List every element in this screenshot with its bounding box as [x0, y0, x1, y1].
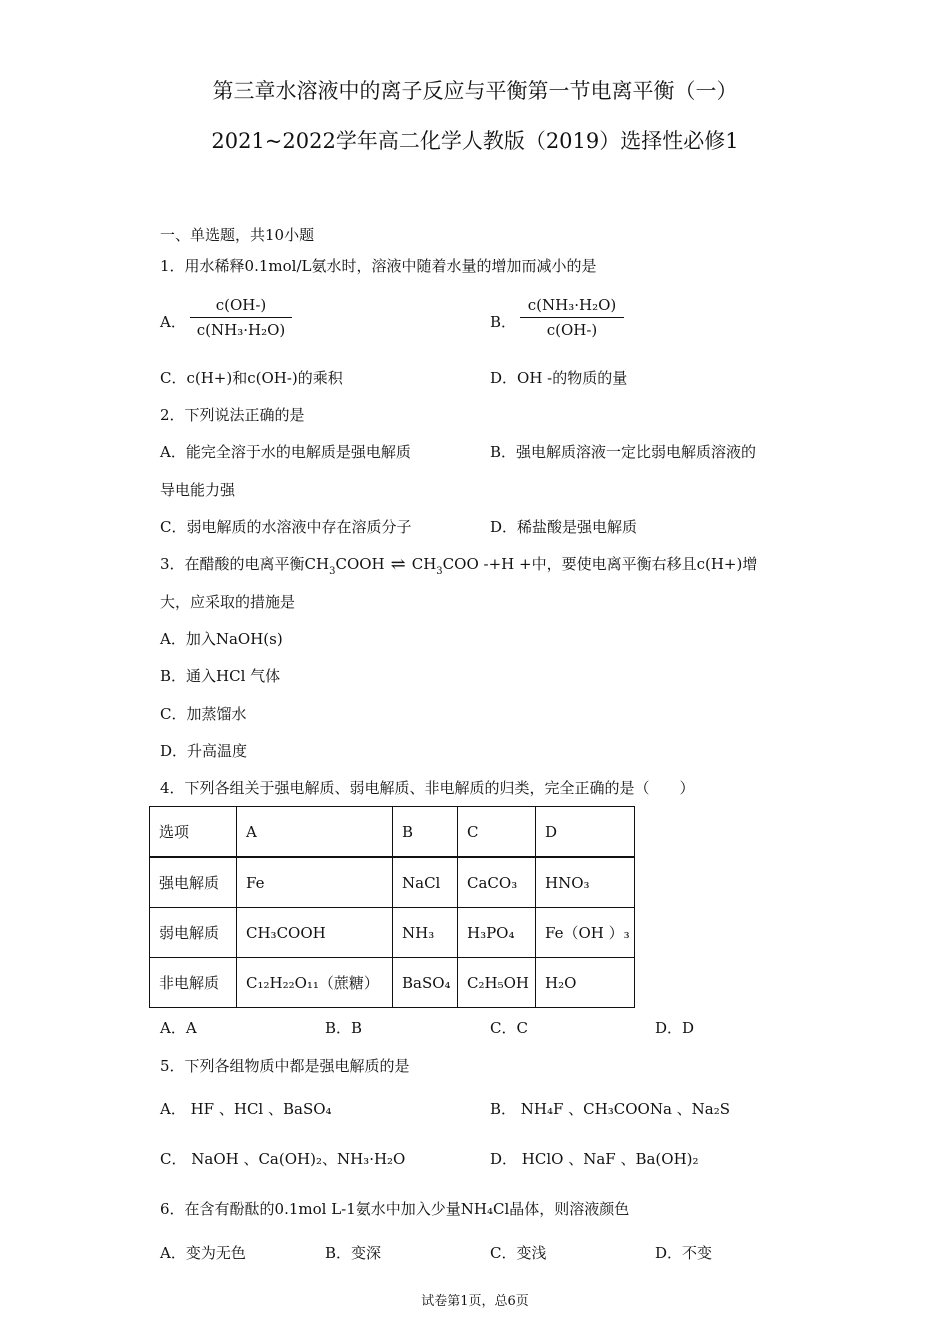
fraction-bar	[190, 317, 292, 318]
q3-option-b: B．通入HCl 气体	[160, 667, 281, 685]
table-cell: NaCl	[393, 857, 458, 908]
q6-option-d: D．不变	[655, 1244, 713, 1262]
q5-option-d: D． HClO 、NaF 、Ba(OH)₂	[490, 1150, 699, 1168]
q6-stem: 6．在含有酚酞的0.1mol L-1氨水中加入少量NH₄Cl晶体，则溶液颜色	[160, 1200, 630, 1218]
q3-stem-part1: 3．在醋酸的电离平衡CH	[160, 555, 330, 573]
table-row	[150, 958, 635, 1008]
table-cell: Fe（OH ）₃	[536, 908, 635, 958]
q2-option-b-line2: 导电能力强	[160, 481, 236, 499]
q5-option-b: B． NH₄F 、CH₃COONa 、Na₂S	[490, 1100, 731, 1118]
q1-a-numerator: c(OH-)	[215, 296, 267, 314]
title-line-2: 2021~2022学年高二化学人教版（2019）选择性必修1	[211, 129, 739, 153]
q5-stem: 5．下列各组物质中都是强电解质的是	[160, 1057, 410, 1075]
q2-stem: 2．下列说法正确的是	[160, 406, 305, 424]
q4-option-d: D．D	[655, 1019, 695, 1037]
table-cell: H₃PO₄	[458, 908, 536, 958]
fraction-bar	[520, 317, 624, 318]
table-cell: BaSO₄	[393, 958, 458, 1008]
table-cell: NH₃	[393, 908, 458, 958]
q4-option-c: C．C	[490, 1019, 528, 1037]
q2-option-b-line1: B．强电解质溶液一定比弱电解质溶液的	[490, 443, 757, 461]
q1-stem: 1．用水稀释0.1mol/L氨水时，溶液中随着水量的增加而减小的是	[160, 257, 597, 275]
q3-option-a: A．加入NaOH(s)	[160, 630, 283, 648]
table-cell: H₂O	[536, 958, 635, 1008]
table-header-cell: 选项	[150, 807, 237, 858]
table-header-cell: B	[393, 807, 458, 858]
title-line-1: 第三章水溶液中的离子反应与平衡第一节电离平衡（一）	[212, 79, 738, 103]
q1-option-d: D．OH -的物质的量	[490, 369, 628, 387]
q3-stem-part2: COOH	[335, 555, 385, 573]
q1-b-numerator: c(NH₃·H₂O)	[527, 296, 617, 314]
q3-option-c: C．加蒸馏水	[160, 705, 247, 723]
q6-option-b: B．变深	[325, 1244, 382, 1262]
table-cell: CH₃COOH	[237, 908, 393, 958]
table-cell: C₁₂H₂₂O₁₁（蔗糖）	[237, 958, 393, 1008]
q5-option-c: C． NaOH 、Ca(OH)₂、NH₃·H₂O	[160, 1150, 406, 1168]
q3-option-d: D．升高温度	[160, 742, 248, 760]
q4-option-b: B．B	[325, 1019, 363, 1037]
table-cell: CaCO₃	[458, 857, 536, 908]
section-heading: 一、单选题，共10小题	[160, 226, 315, 244]
q3-stem-line2: 大，应采取的措施是	[160, 593, 296, 611]
table-cell: 非电解质	[150, 958, 237, 1008]
q4-stem: 4．下列各组关于强电解质、弱电解质、非电解质的归类，完全正确的是（ ）	[160, 779, 695, 797]
table-cell: 强电解质	[150, 857, 237, 908]
q5-option-a: A． HF 、HCl 、BaSO₄	[160, 1100, 332, 1118]
q1-option-b-fraction	[520, 294, 624, 341]
q4-classification-table	[149, 806, 635, 1008]
table-cell: HNO₃	[536, 857, 635, 908]
table-cell: C₂H₅OH	[458, 958, 536, 1008]
table-header-row	[150, 807, 635, 858]
table-row	[150, 908, 635, 958]
table-cell: 弱电解质	[150, 908, 237, 958]
q4-option-a: A．A	[160, 1019, 197, 1037]
table-header-cell: A	[237, 807, 393, 858]
q3-stem-part4: COO -+H +中，要使电离平衡右移且c(H+)增	[442, 555, 758, 573]
q1-option-c: C．c(H+)和c(OH-)的乘积	[160, 369, 343, 387]
q3-stem-line1: 3．在醋酸的电离平衡$CH_3COOH$ ⇌ $CH_3COO$ -+H +中，要使电离平衡右移且c(H+)增	[160, 554, 758, 577]
q1-option-a-fraction	[190, 294, 292, 341]
q2-option-a: A．能完全溶于水的电解质是强电解质	[160, 443, 411, 461]
q3-stem-part3: CH	[411, 555, 437, 573]
q6-option-a: A．变为无色	[160, 1244, 246, 1262]
q1-b-denominator: c(OH-)	[546, 321, 598, 339]
table-header-cell: D	[536, 807, 635, 858]
equilibrium-arrow-icon: ⇌	[390, 554, 406, 575]
q6-option-c: C．变浅	[490, 1244, 547, 1262]
page-footer: 试卷第1页，总6页	[421, 1294, 529, 1309]
table-header-cell: C	[458, 807, 536, 858]
table-cell: Fe	[237, 857, 393, 908]
q1-option-b-label: B．	[490, 313, 517, 331]
table-row	[150, 857, 635, 908]
q2-option-c: C．弱电解质的水溶液中存在溶质分子	[160, 518, 412, 536]
q1-a-denominator: c(NH₃·H₂O)	[196, 321, 286, 339]
q2-option-d: D．稀盐酸是强电解质	[490, 518, 638, 536]
q1-option-a-label: A．	[160, 313, 186, 331]
